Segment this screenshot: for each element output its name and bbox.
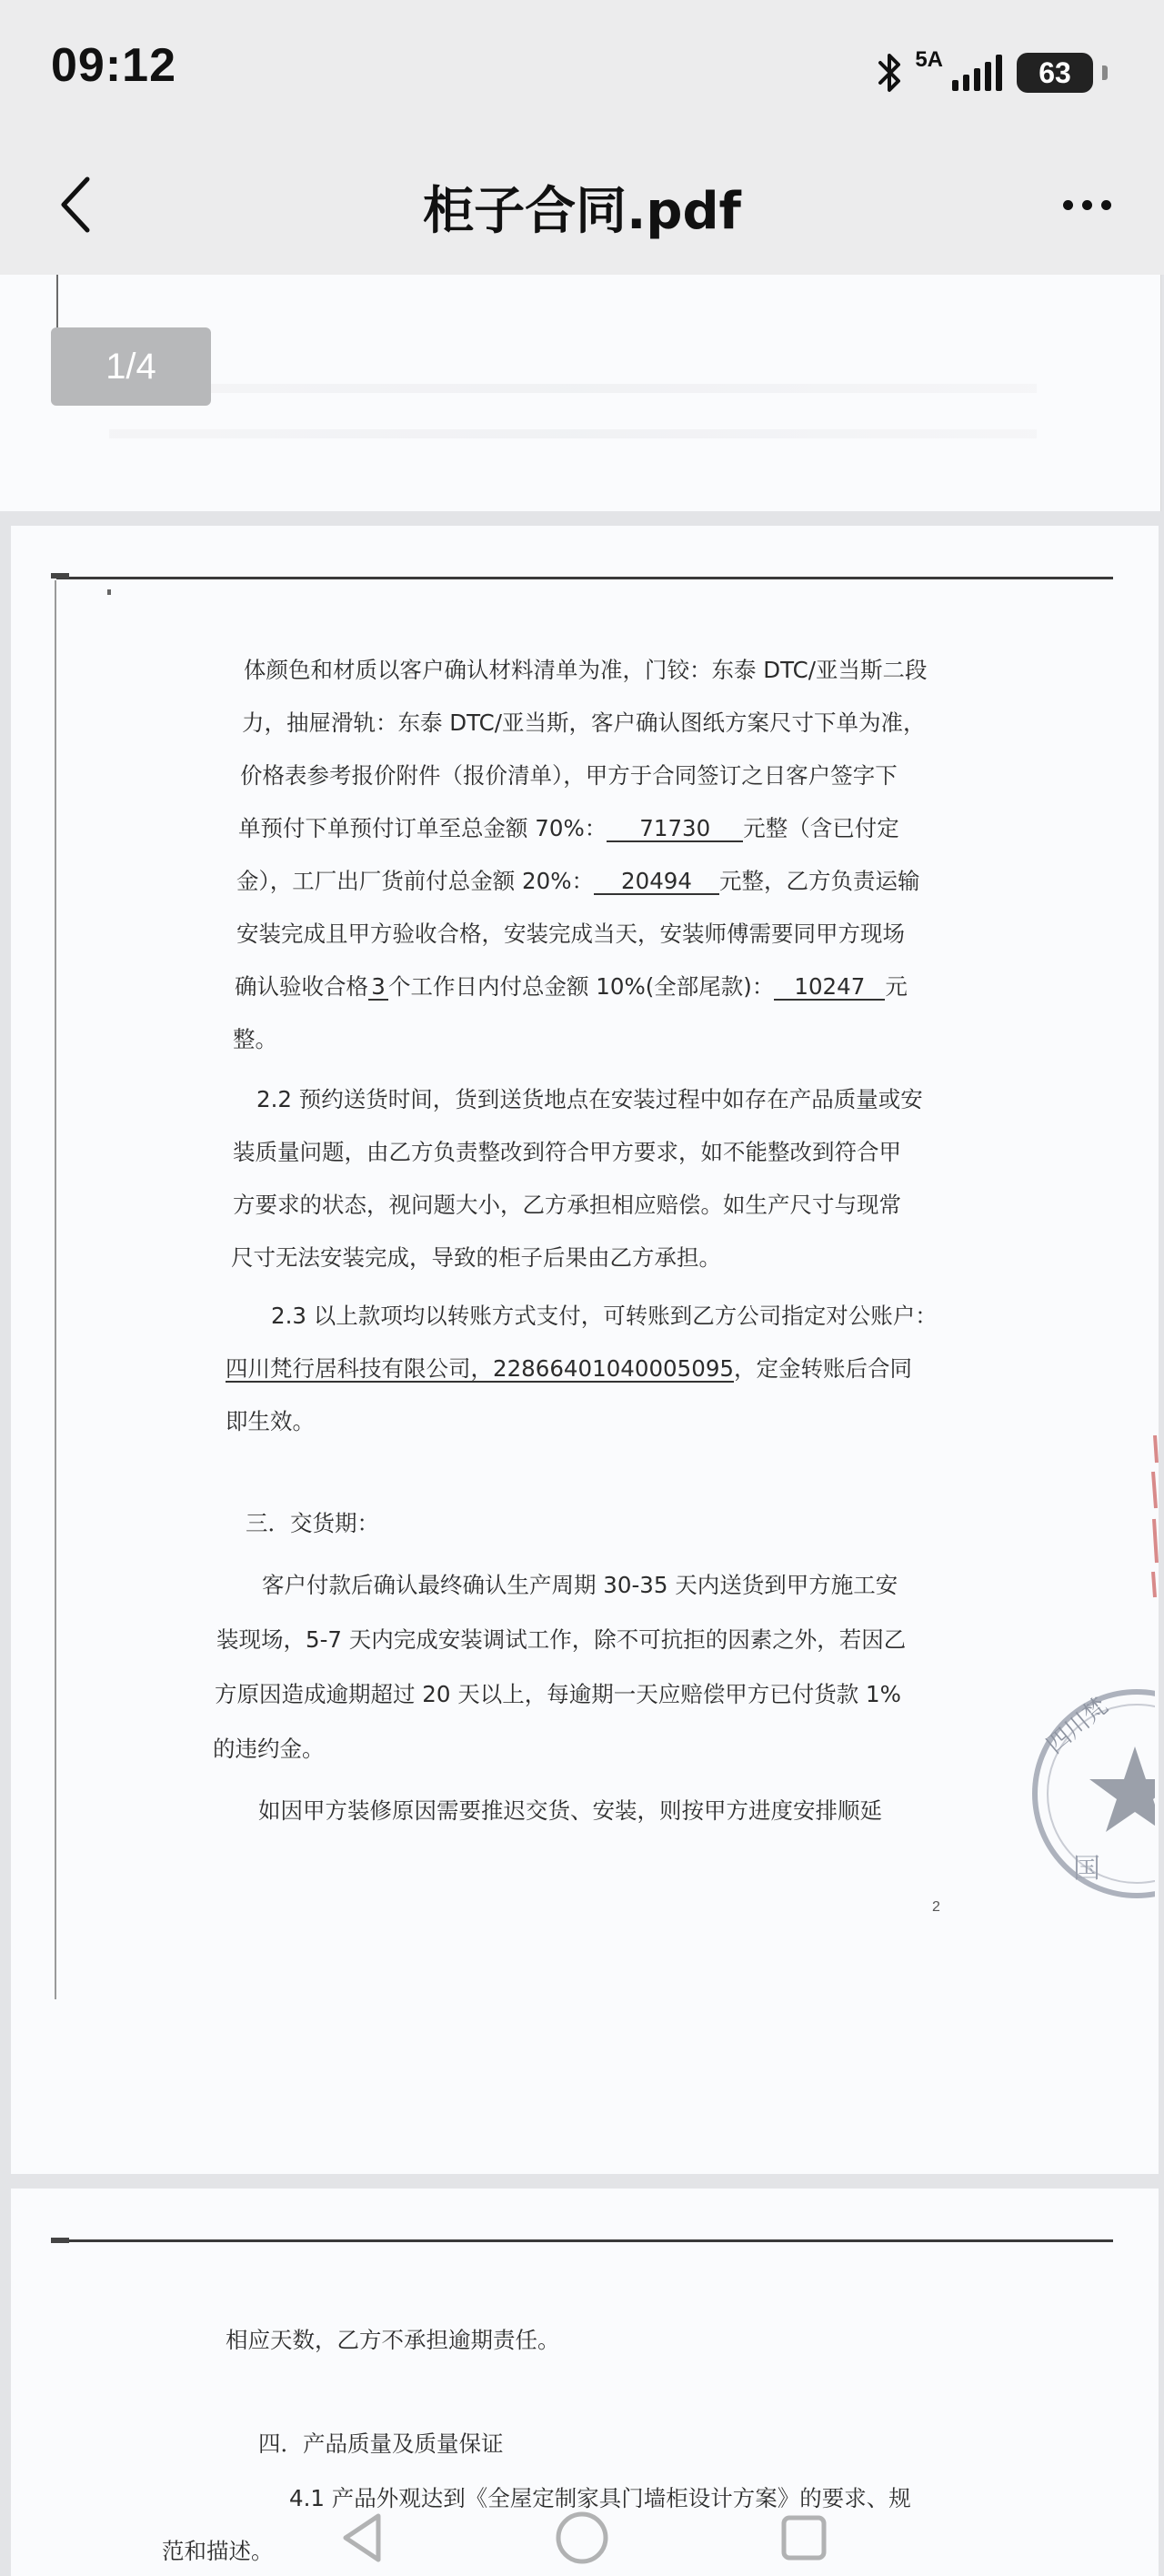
recents-square-icon	[777, 2511, 831, 2565]
page-border-line	[56, 275, 58, 329]
pdf-viewer[interactable]	[0, 275, 1164, 2576]
status-time: 09:12	[51, 39, 176, 92]
signal-icon	[952, 55, 1002, 91]
page-counter-badge: 1/4	[51, 327, 211, 406]
more-dot	[1082, 200, 1092, 210]
more-dots-icon	[1063, 200, 1073, 210]
factory-amount: 20494	[594, 870, 719, 895]
company-seal-stamp	[1018, 1675, 1155, 1912]
battery-tip	[1102, 65, 1108, 80]
title-bar	[0, 136, 1164, 275]
system-home-button[interactable]	[546, 2505, 618, 2571]
payment-20-suffix: 元整，乙方负责运输	[719, 868, 920, 894]
workdays-value: 3	[368, 975, 388, 1001]
bank-account: 四川梵行居科技有限公司，22866401040005095	[226, 1355, 734, 1382]
clause-2-2-line: 装质量问题，由乙方负责整改到符合甲方要求，如不能整改到符合甲	[233, 1139, 901, 1165]
section-3-line: 客户付款后确认最终确认生产周期 30-35 天内送货到甲方施工安	[262, 1572, 898, 1598]
more-dot	[1101, 200, 1111, 210]
svg-text:国: 国	[1073, 1853, 1100, 1885]
red-edge-mark	[1148, 1435, 1162, 1599]
svg-text:四川梵: 四川梵	[1041, 1692, 1114, 1760]
section-3-line: 的违约金。	[213, 1736, 325, 1762]
section-3-line: 方原因造成逾期超过 20 天以上，每逾期一天应赔偿甲方已付货款 1%	[215, 1681, 901, 1707]
pdf-page-2	[11, 526, 1159, 2174]
clause-2-2-line: 方要求的状态，视问题大小，乙方承担相应赔偿。如生产尺寸与现常	[233, 1192, 901, 1218]
home-circle-icon	[553, 2509, 611, 2567]
section-3-heading: 三．交货期：	[246, 1510, 379, 1536]
contract-line: 力，抽屉滑轨：东泰 DTC/亚当斯，客户确认图纸方案尺寸下单为准，	[242, 709, 926, 736]
final-payment-label: 个工作日内付总金额 10%(全部尾款)：	[388, 973, 775, 1000]
document-title: 柜子合同.pdf	[423, 182, 741, 241]
contract-line: 价格表参考报价附件（报价清单），甲方于合同签订之日客户签字下	[240, 762, 898, 789]
acceptance-label: 确认验收合格	[235, 973, 368, 1000]
faint-text	[109, 384, 1037, 393]
clause-2-3-line	[226, 1352, 912, 1384]
contract-line: 整。	[233, 1026, 277, 1052]
contract-line	[238, 811, 899, 843]
section-3-line: 如因甲方装修原因需要推迟交货、安装，则按甲方进度安排顺延	[258, 1797, 882, 1824]
system-recents-button[interactable]	[768, 2505, 840, 2571]
contract-line: 相应天数，乙方不承担逾期责任。	[226, 2327, 560, 2353]
battery-level: 63	[1039, 55, 1071, 89]
more-options-button[interactable]	[1046, 173, 1128, 236]
battery-icon	[1017, 53, 1093, 93]
final-payment-suffix: 元	[885, 973, 908, 1000]
contract-line: 体颜色和材质以客户确认材料清单为准，门铰：东泰 DTC/亚当斯二段	[244, 657, 928, 683]
status-icons	[875, 47, 1108, 98]
clause-2-2-line: 尺寸无法安装完成，导致的柜子后果由乙方承担。	[231, 1244, 721, 1271]
payment-70-label: 单预付下单预付订单至总金额 70%：	[238, 815, 607, 841]
clause-4-1-line: 4.1 产品外观达到《全屋定制家具门墙柜设计方案》的要求、规	[289, 2485, 911, 2511]
contract-line	[235, 970, 908, 1001]
page-number: 2	[932, 1899, 940, 1915]
clause-2-3-line: 2.3 以上款项均以转账方式支付，可转账到乙方公司指定对公账户：	[271, 1303, 938, 1329]
final-amount: 10247	[774, 975, 885, 1001]
payment-70-suffix: 元整（含已付定	[743, 815, 899, 841]
network-type-label: 5A	[915, 47, 943, 72]
page-2-text	[11, 526, 1159, 2174]
clause-4-1-line: 范和描述。	[162, 2538, 274, 2564]
deposit-amount: 71730	[607, 817, 743, 842]
bluetooth-icon	[875, 50, 906, 96]
payment-20-label: 金），工厂出厂货前付总金额 20%：	[236, 868, 594, 894]
contract-line: 安装完成且甲方验收合格，安装完成当天，安装师傅需要同甲方现场	[236, 921, 905, 947]
pdf-page-1	[0, 275, 1161, 511]
section-4-heading: 四．产品质量及质量保证	[258, 2430, 504, 2457]
contract-line	[236, 864, 920, 896]
back-triangle-icon	[336, 2511, 387, 2565]
clause-2-2-line: 2.2 预约送货时间，货到送货地点在安装过程中如存在产品质量或安	[256, 1086, 923, 1112]
faint-text	[109, 429, 1037, 438]
section-3-line: 装现场，5-7 天内完成安装调试工作，除不可抗拒的因素之外，若因乙	[216, 1626, 907, 1653]
account-suffix: ，定金转账后合同	[734, 1355, 912, 1382]
system-back-button[interactable]	[326, 2505, 398, 2571]
system-navigation-bar	[0, 2492, 1164, 2576]
clause-2-3-line: 即生效。	[226, 1408, 315, 1434]
status-bar	[0, 0, 1164, 136]
